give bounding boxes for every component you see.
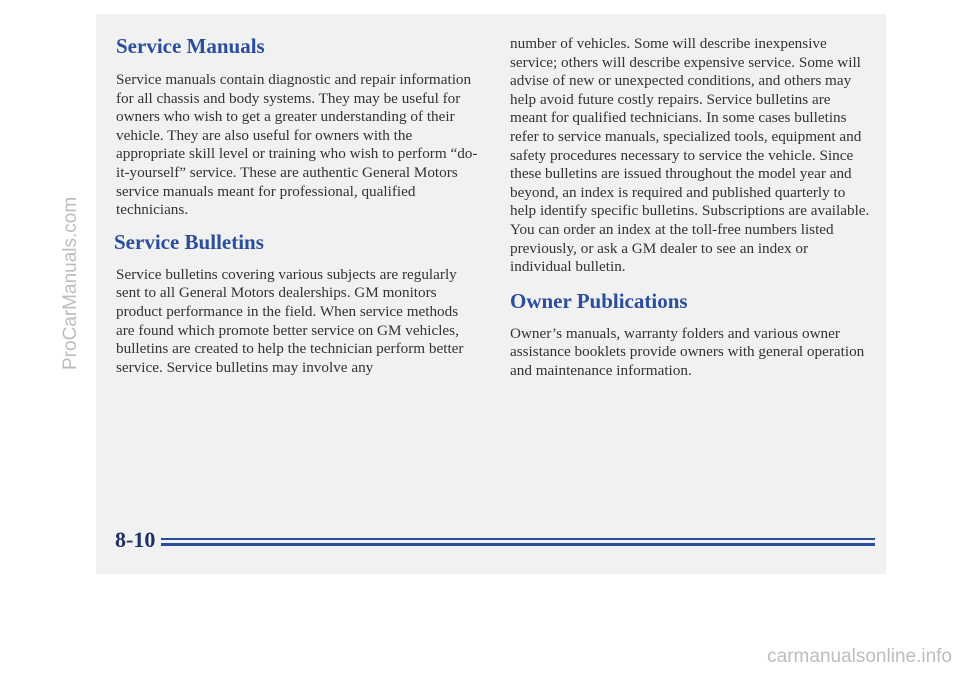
watermark-carmanualsonline: carmanualsonline.info: [767, 646, 952, 667]
manual-page: [96, 14, 886, 574]
footer-rule-thick: [161, 543, 875, 546]
service-manuals-heading: Service Manuals: [116, 34, 265, 58]
page-footer: [115, 527, 875, 553]
service-bulletins-heading: Service Bulletins: [114, 229, 264, 254]
owner-publications-text: Owner’s manuals, warranty folders and various owner assistance booklets provide owners with general operation and maintenance information.: [510, 324, 865, 379]
right-column: [510, 35, 870, 381]
left-column: [116, 34, 478, 377]
service-bulletins-text-left: Service bulletins covering various subjects are regularly sent to all General Motors dealerships. GM monitors product performance in the field. When service methods are found which promote better service on GM vehicles, bulletins are created to help the technician perform better service. Service bulletins may involve any: [116, 265, 464, 376]
service-manuals-text: Service manuals contain diagnostic and repair information for all chassis and body systems. They may be useful for owners who wish to get a greater understanding of their vehicle. They are also useful for owners with the appropriate skill level or training who wish to perform “do-it-yourself” service. These are authentic General Motors service manuals meant for professional, qualified technicians.: [116, 71, 478, 219]
owner-publications-heading: Owner Publications: [510, 288, 688, 313]
footer-rule-thin: [161, 538, 875, 540]
page-number: 8-10: [115, 527, 156, 552]
service-bulletins-text-right: number of vehicles. Some will describe inexpensive service; others will describe expensive service. Some will advise of new or unexpected conditions, and others may help avoid future costly repairs. Service bulletins are meant for qualified technicians. In some cases bulletins refer to service manuals, specialized tools, equipment and safety procedures necessary to service the vehicle. Since these bulletins are issued throughout the model year and beyond, an index is required and published quarterly to help identify specific bulletins. Subscriptions are available. You can order an index at the toll-free numbers listed previously, or ask a GM dealer to see an index or individual bulletin.: [510, 35, 870, 276]
watermark-procarmanuals: ProCarManuals.com: [60, 196, 81, 370]
